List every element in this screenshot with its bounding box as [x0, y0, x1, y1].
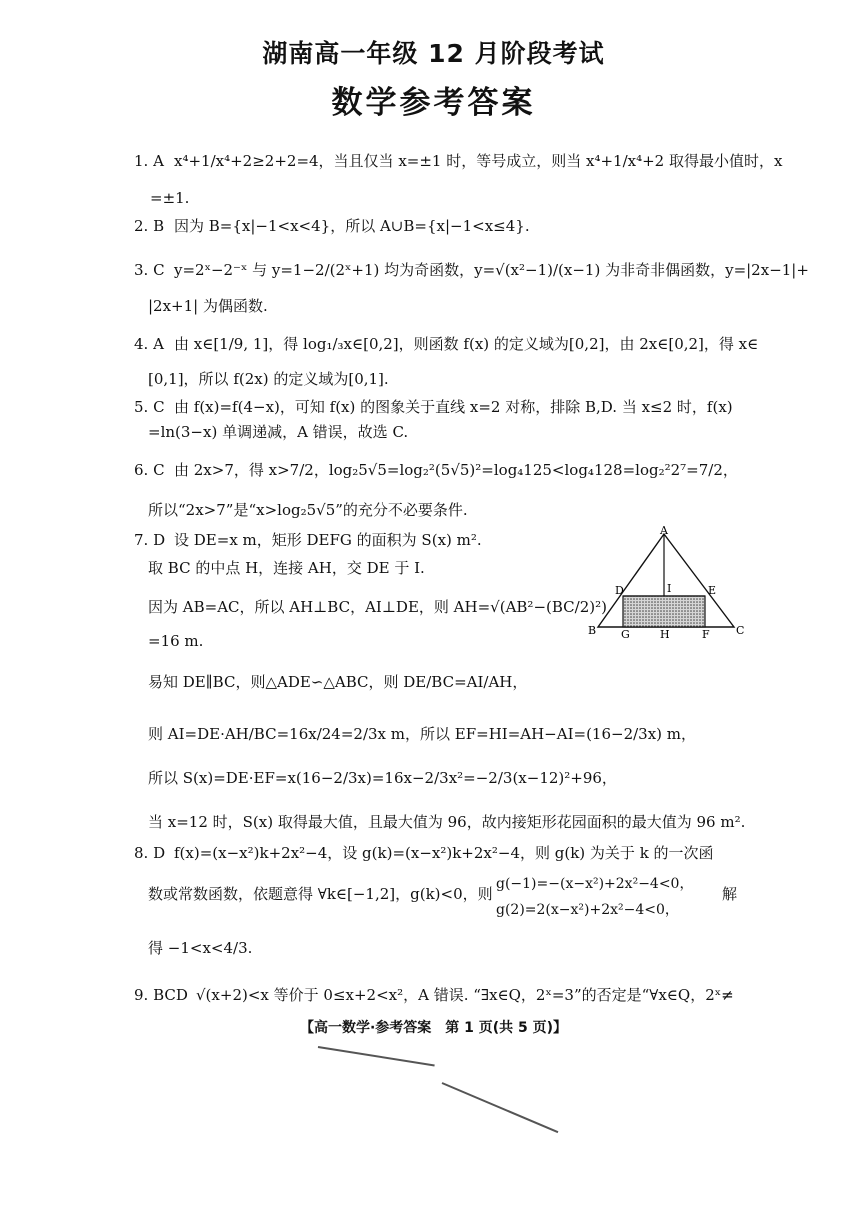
q7-line6: 则 AI=DE·AH/BC=16x/24=2/3x m，所以 EF=HI=AH−AI=(16−2/3x) m， — [148, 725, 697, 743]
q5-number: 5. C — [134, 398, 165, 416]
q8-line2: 数或常数函数，依题意得 ∀k∈[−1,2]，g(k)<0，则 — [148, 885, 493, 903]
label-h: H — [660, 628, 670, 641]
q4-number: 4. A — [134, 335, 164, 353]
q7-line2: 取 BC 的中点 H，连接 AH，交 DE 于 I. — [148, 559, 425, 577]
q8-line1: f(x)=(x−x²)k+2x²−4，设 g(k)=(x−x²)k+2x²−4，则 g(k) 为关于 k 的一次函 — [174, 844, 714, 862]
q8-system-eq2: g(2)=2(x−x²)+2x²−4<0， — [496, 902, 679, 918]
answer-key-title: 数学参考答案 — [331, 85, 536, 121]
q6-number: 6. C — [134, 461, 165, 479]
q5-line2: =ln(3−x) 单调递减，A 错误，故选 C. — [148, 423, 409, 441]
q1-line1: x⁴+1/x⁴+2≥2+2=4，当且仅当 x=±1 时，等号成立，则当 x⁴+1/x⁴+2 取得最小值时，x — [174, 152, 783, 170]
label-d: D — [615, 584, 624, 597]
q8-solve-word: 解 — [722, 885, 738, 903]
q6-line1: 由 2x>7，得 x>7/2，log₂5√5=log₂²(5√5)²=log₄125<log₄128=log₂²2⁷=7/2， — [174, 461, 738, 479]
q3-number: 3. C — [134, 261, 165, 279]
q7-line4: =16 m. — [148, 632, 204, 650]
q4-line1: 由 x∈[1/9, 1]，得 log₁/₃x∈[0,2]，则函数 f(x) 的定义域为[0,2]，由 2x∈[0,2]，得 x∈ — [174, 335, 759, 353]
label-b: B — [588, 624, 597, 637]
triangle-figure — [588, 526, 748, 642]
q1-line2: =±1. — [150, 189, 190, 207]
q9-line1: √(x+2)<x 等价于 0≤x+2<x²，A 错误. “∃x∈Q，2ˣ=3”的否定是“∀x∈Q，2ˣ≠ — [196, 986, 734, 1004]
q7-line1: 设 DE=x m，矩形 DEFG 的面积为 S(x) m². — [174, 531, 482, 549]
page-footer: 【高一数学·参考答案 第 1 页(共 5 页)】 — [299, 1020, 568, 1036]
q1-number: 1. A — [134, 152, 164, 170]
scan-scratch-2 — [442, 1082, 559, 1133]
q7-line7: 所以 S(x)=DE·EF=x(16−2/3x)=16x−2/3x²=−2/3(x−12)²+96， — [148, 769, 617, 787]
q7-number: 7. D — [134, 531, 166, 549]
q2-line1: 因为 B={x|−1<x<4}，所以 A∪B={x|−1<x≤4}. — [174, 217, 530, 235]
exam-title: 湖南高一年级 12 月阶段考试 — [262, 39, 605, 68]
label-e: E — [708, 584, 717, 597]
label-f: F — [702, 628, 710, 641]
q8-line3: 得 −1<x<4/3. — [148, 939, 253, 957]
q8-system-eq1: g(−1)=−(x−x²)+2x²−4<0， — [496, 876, 694, 892]
q3-line2: |2x+1| 为偶函数. — [148, 297, 268, 315]
q2-number: 2. B — [134, 217, 165, 235]
rectangle-defg — [623, 596, 705, 627]
q8-number: 8. D — [134, 844, 166, 862]
q7-line8: 当 x=12 时，S(x) 取得最大值，且最大值为 96，故内接矩形花园面积的最大值为 96 m². — [148, 813, 746, 831]
label-i: I — [667, 582, 672, 595]
q7-line5: 易知 DE∥BC，则△ADE∽△ABC，则 DE/BC=AI/AH， — [148, 673, 528, 691]
q6-line2: 所以“2x>7”是“x>log₂5√5”的充分不必要条件. — [148, 501, 468, 519]
q5-line1: 由 f(x)=f(4−x)，可知 f(x) 的图象关于直线 x=2 对称，排除 B,D. 当 x≤2 时，f(x) — [174, 398, 733, 416]
q4-line2: [0,1]，所以 f(2x) 的定义域为[0,1]. — [148, 370, 389, 388]
label-a: A — [660, 526, 668, 537]
label-c: C — [736, 624, 745, 637]
label-g: G — [621, 628, 630, 641]
scan-scratch-1 — [318, 1046, 435, 1066]
q7-line3: 因为 AB=AC，所以 AH⊥BC，AI⊥DE，则 AH=√(AB²−(BC/2)²) — [148, 598, 607, 616]
q9-number: 9. BCD — [134, 986, 188, 1004]
q3-line1: y=2ˣ−2⁻ˣ 与 y=1−2/(2ˣ+1) 均为奇函数，y=√(x²−1)/(x−1) 为非奇非偶函数，y=|2x−1|+ — [174, 261, 809, 279]
